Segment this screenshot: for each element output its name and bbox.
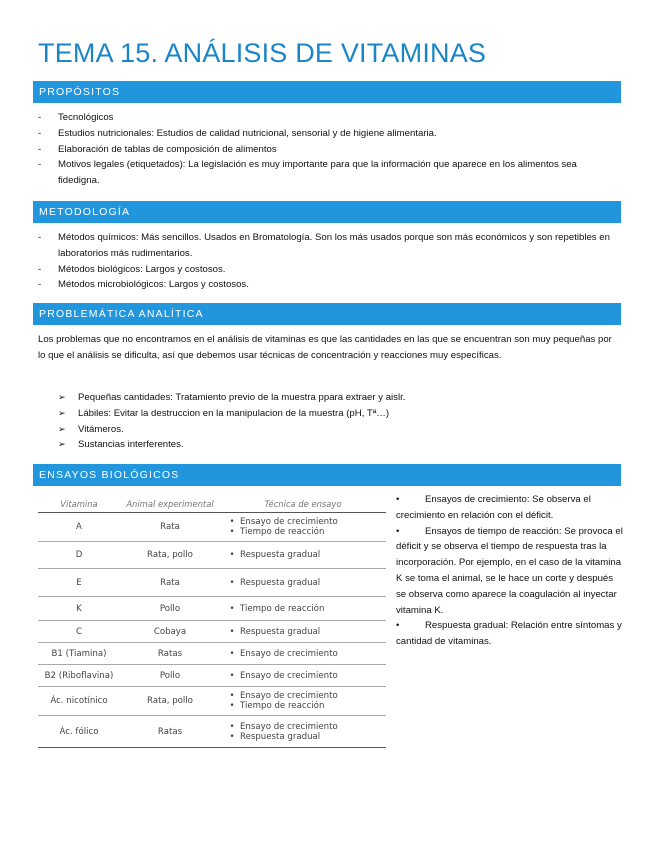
vitamin-table <box>38 495 386 748</box>
cell-vitamina: Ác. nicotínico <box>38 687 120 716</box>
list-item: • Respuesta gradual: Relación entre síntomas y cantidad de vitaminas. <box>396 620 622 648</box>
table-row <box>38 621 386 643</box>
cell-animal: Ratas <box>120 643 220 665</box>
cell-animal: Rata, pollo <box>120 687 220 716</box>
cell-animal: Rata <box>120 569 220 597</box>
table-row <box>38 569 386 597</box>
cell-tecnica: • Respuesta gradual <box>220 542 386 569</box>
bullet-icon: • <box>396 494 400 505</box>
list-item: - Elaboración de tablas de composición de alimentos <box>38 143 277 155</box>
list-item: • Ensayos de crecimiento: Se observa el crecimiento en relación con el déficit. <box>396 494 591 521</box>
arrow-bullet-icon: ➢ <box>58 439 66 450</box>
cell-tecnica: • Ensayo de crecimiento • Tiempo de reacción <box>220 513 386 542</box>
table-row <box>38 597 386 621</box>
list-item: ➢ Pequeñas cantidades: Tratamiento previo de la muestra ppara extraer y aislr. <box>58 390 578 406</box>
ensayos-notes <box>396 492 624 650</box>
list-item: - Métodos biológicos: Largos y costosos. <box>38 263 226 275</box>
list-item: ➢ Sustancias interferentes. <box>58 437 578 453</box>
cell-vitamina: B1 (Tiamina) <box>38 643 120 665</box>
bullet-icon: • <box>396 525 400 537</box>
list-item: - Métodos químicos: Más sencillos. Usados en Bromatología. Son los más usados porque son más económicos y son repetibles en laboratorios más rudimentarios. <box>38 232 610 259</box>
cell-tecnica: • Ensayo de crecimiento <box>220 643 386 665</box>
cell-vitamina: Ác. fólico <box>38 716 120 748</box>
bullet-icon: • <box>396 620 400 632</box>
list-item: - Métodos microbiológicos: Largos y costosos. <box>38 279 249 291</box>
problematica-intro: Los problemas que no encontramos en el análisis de vitaminas es que las cantidades en las que se encuentran son muy pequeñas por lo que el análisis se dificulta, así que debemos usar técnicas de concentración y reacciones muy específicas. <box>38 334 612 361</box>
table-row <box>38 716 386 748</box>
table-header-row <box>38 495 386 513</box>
column-header: Animal experimental <box>120 495 220 513</box>
propositos-list <box>38 110 618 189</box>
table-row <box>38 542 386 569</box>
list-item: - Motivos legales (etiquetados): La legislación es muy importante para que la información que aparece en los alimentos sea fidedigna. <box>38 159 577 187</box>
list-item: - Tecnológicos <box>38 112 114 123</box>
cell-vitamina: B2 (Riboflavina) <box>38 665 120 687</box>
section-header-metodologia: METODOLOGÍA <box>33 201 621 223</box>
cell-animal: Pollo <box>120 597 220 621</box>
arrow-bullet-icon: ➢ <box>58 423 66 434</box>
list-item: • Ensayos de tiempo de reacción: Se provoca el déficit y se observa el tiempo de respuesta tras la incorporación. Por ejemplo, en el caso de la vitamina K se toma el animal, se le hace un corte y después se observa como aparece la coagulación al inyectar vitamina K. <box>396 525 623 616</box>
table-row <box>38 643 386 665</box>
cell-vitamina: C <box>38 621 120 643</box>
cell-tecnica: • Respuesta gradual <box>220 621 386 643</box>
cell-vitamina: D <box>38 542 120 569</box>
cell-animal: Ratas <box>120 716 220 748</box>
list-item: ➢ Vitámeros. <box>58 422 578 438</box>
cell-tecnica: • Tiempo de reacción <box>220 597 386 621</box>
table-row <box>38 513 386 542</box>
cell-animal: Rata <box>120 513 220 542</box>
column-header: Técnica de ensayo <box>220 495 386 513</box>
cell-tecnica: • Ensayo de crecimiento <box>220 665 386 687</box>
section-header-propositos: PROPÓSITOS <box>33 81 621 103</box>
cell-vitamina: E <box>38 569 120 597</box>
column-header: Vitamina <box>38 495 120 513</box>
list-item: ➢ Lábiles: Evitar la destruccion en la manipulacion de la muestra (pH, Tª…) <box>58 406 578 422</box>
cell-animal: Rata, pollo <box>120 542 220 569</box>
cell-tecnica: • Ensayo de crecimiento • Tiempo de reacción <box>220 687 386 716</box>
cell-animal: Cobaya <box>120 621 220 643</box>
section-header-problematica: PROBLEMÁTICA ANALÍTICA <box>33 303 621 325</box>
list-item: - Estudios nutricionales: Estudios de calidad nutricional, sensorial y de higiene alimentaria. <box>38 127 437 139</box>
cell-tecnica: • Ensayo de crecimiento • Respuesta gradual <box>220 716 386 748</box>
cell-vitamina: A <box>38 513 120 542</box>
section-header-ensayos: ENSAYOS BIOLÓGICOS <box>33 464 621 486</box>
page-title: TEMA 15. ANÁLISIS DE VITAMINAS <box>38 38 487 68</box>
arrow-bullet-icon: ➢ <box>58 407 66 418</box>
table-row <box>38 687 386 716</box>
arrow-bullet-icon: ➢ <box>58 392 66 402</box>
problematica-list <box>58 390 578 453</box>
metodologia-list <box>38 230 618 293</box>
cell-vitamina: K <box>38 597 120 621</box>
cell-animal: Pollo <box>120 665 220 687</box>
table-row <box>38 665 386 687</box>
cell-tecnica: • Respuesta gradual <box>220 569 386 597</box>
